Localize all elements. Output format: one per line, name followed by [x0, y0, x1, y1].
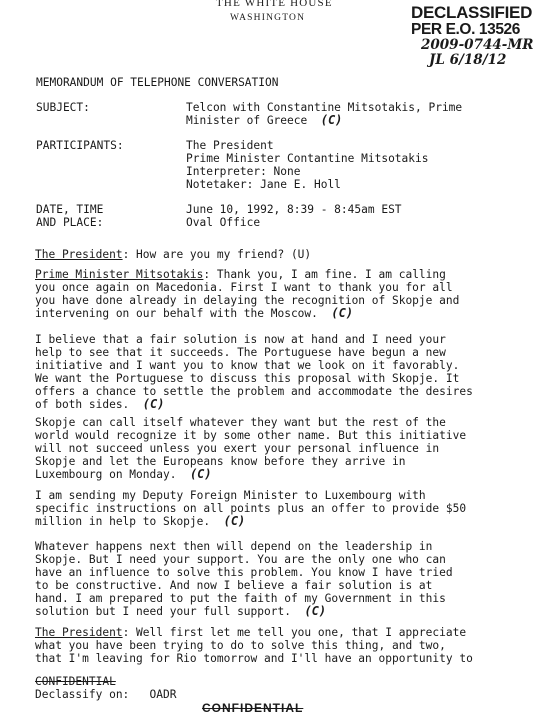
- classification-mark: (C): [189, 467, 212, 481]
- paragraph-line: : Thank you, I am fine. I am calling: [203, 268, 446, 281]
- declassify-label: Declassify on:: [35, 688, 130, 701]
- participants-list: [186, 139, 428, 191]
- place-label: AND PLACE:: [36, 216, 104, 229]
- participant: The President: [186, 139, 274, 152]
- date-place-label: [36, 203, 103, 229]
- subject-line-1: Telcon with Constantine Mitsotakis, Prime: [186, 101, 463, 114]
- paragraph-line: what you have been trying to do to solve this thing, and two,: [35, 639, 446, 652]
- declassify-instruction: [35, 688, 176, 701]
- declassify-value: OADR: [149, 688, 177, 701]
- place-value: Oval Office: [186, 216, 261, 229]
- letterhead-location: WASHINGTON: [230, 13, 306, 23]
- paragraph-line: to be constructive. And now I believe a fair solution is at: [35, 579, 433, 592]
- subject-line-2: Minister of Greece: [186, 114, 308, 127]
- date-time-value: June 10, 1992, 8:39 - 8:45am EST: [186, 203, 402, 216]
- paragraph-line: have an influence to solve this problem. You know I have tried: [35, 566, 453, 579]
- letterhead-title: THE WHITE HOUSE: [216, 0, 333, 9]
- declassified-label: DECLASSIFIED: [411, 3, 533, 22]
- executive-order-label: PER E.O. 13526: [411, 21, 520, 38]
- paragraph-line: of both sides.: [35, 398, 130, 411]
- paragraph-line: initiative and I want you to know that we look on it favorably.: [35, 359, 460, 372]
- participant: Interpreter: None: [186, 165, 301, 178]
- paragraph-line: I believe that a fair solution is now at hand and I need your: [35, 333, 446, 346]
- transcript-paragraph: [35, 626, 555, 665]
- classification-mark: (C): [304, 604, 327, 618]
- handwritten-initials-date: JL 6/18/12: [429, 52, 507, 68]
- subject-label: SUBJECT:: [36, 101, 90, 114]
- participant: Prime Minister Contantine Mitsotakis: [186, 152, 429, 165]
- paragraph-line: Skopje and let the Europeans know before they arrive in: [35, 455, 406, 468]
- declassification-stamp: [411, 4, 557, 68]
- participants-label: PARTICIPANTS:: [36, 139, 124, 152]
- paragraph-text: : How are you my friend? (U): [122, 248, 312, 261]
- paragraph-line: Luxembourg on Monday.: [35, 468, 177, 481]
- paragraph-line: help to see that it succeeds. The Portuguese have begun a new: [35, 346, 446, 359]
- paragraph-line: Skopje can call itself whatever they want but the rest of the: [35, 416, 446, 429]
- paragraph-line: you once again on Macedonia. First I want to thank you for all: [35, 281, 453, 294]
- paragraph-line: specific instructions on all points plus an offer to provide $50: [35, 502, 467, 515]
- bottom-classification: CONFIDENTIAL: [202, 701, 304, 715]
- speaker-name: The President: [35, 626, 123, 639]
- paragraph-line: intervening on our behalf with the Moscow.: [35, 307, 318, 320]
- transcript-paragraph: [35, 416, 555, 481]
- date-place-value: [186, 203, 402, 229]
- paragraph-line: solution but I need your full support.: [35, 605, 291, 618]
- paragraph-line: you have done already in delaying the recognition of Skopje and: [35, 294, 460, 307]
- paragraph-line: will not succeed unless you exert your personal influence in: [35, 442, 440, 455]
- paragraph-line: : Well first let me tell you one, that I appreciate: [122, 626, 467, 639]
- participant: Notetaker: Jane E. Holl: [186, 178, 341, 191]
- paragraph-line: Whatever happens next then will depend on the leadership in: [35, 540, 433, 553]
- date-label: DATE, TIME: [36, 203, 104, 216]
- memo-title: MEMORANDUM OF TELEPHONE CONVERSATION: [36, 76, 279, 89]
- paragraph-line: hand. I am prepared to put the faith of my Government in this: [35, 592, 446, 605]
- paragraph-line: that I'm leaving for Rio tomorrow and I'll have an opportunity to: [35, 652, 473, 665]
- transcript-paragraph: [35, 540, 555, 618]
- transcript-paragraph: [35, 489, 555, 528]
- transcript-paragraph: [35, 248, 555, 261]
- transcript-paragraph: [35, 268, 555, 320]
- paragraph-line: offers a chance to settle the problem and accommodate the desires: [35, 385, 473, 398]
- speaker-name: Prime Minister Mitsotakis: [35, 268, 204, 281]
- paragraph-line: world would recognize it by some other name. But this initiative: [35, 429, 467, 442]
- classification-mark: (C): [320, 113, 343, 127]
- transcript-paragraph: [35, 333, 555, 411]
- paragraph-line: We want the Portuguese to discuss this proposal with Skopje. It: [35, 372, 460, 385]
- footer-classification: CONFIDENTIAL: [35, 675, 116, 688]
- handwritten-case-number: 2009-0744-MR: [421, 37, 534, 53]
- paragraph-line: I am sending my Deputy Foreign Minister to Luxembourg with: [35, 489, 426, 502]
- subject-value: [186, 101, 462, 127]
- classification-mark: (C): [223, 514, 246, 528]
- speaker-name: The President: [35, 248, 123, 261]
- paragraph-line: million in help to Skopje.: [35, 515, 211, 528]
- classification-mark: (C): [331, 306, 354, 320]
- paragraph-line: Skopje. But I need your support. You are the only one who can: [35, 553, 446, 566]
- classification-mark: (C): [142, 397, 165, 411]
